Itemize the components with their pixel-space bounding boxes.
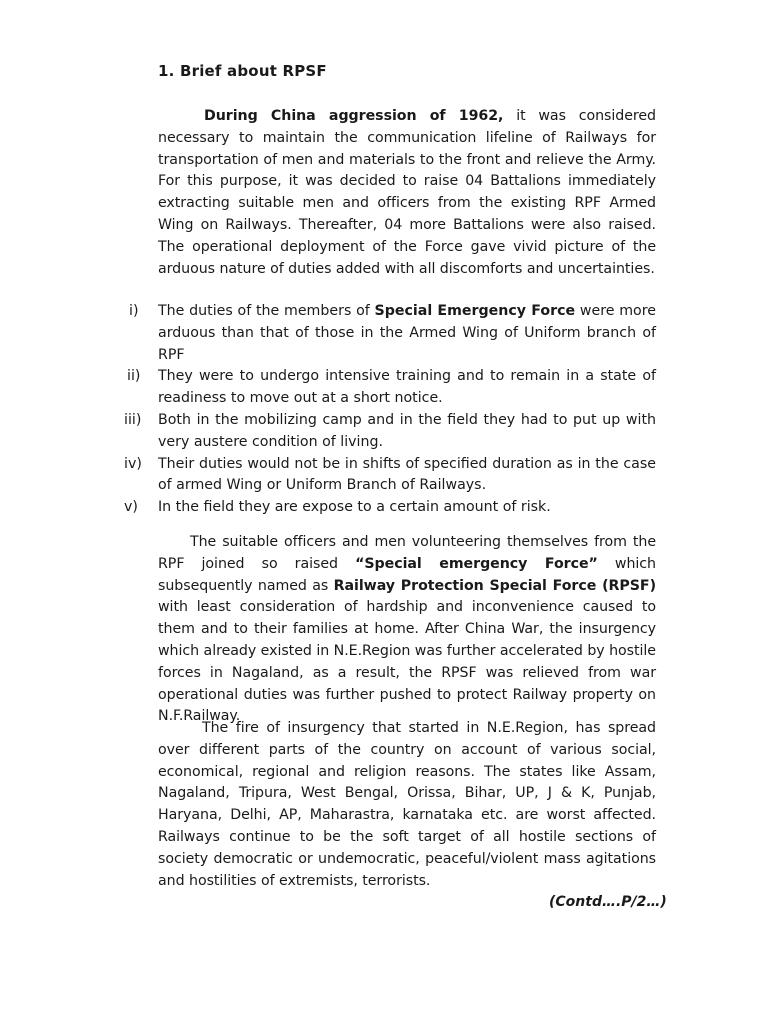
list-item: [110, 497, 656, 519]
intro-text: it was considered necessary to maintain the communication lifeline of Railways for transportation of men and materials to the front and relieve the Army. For this purpose, it was decided to raise 04 Battalions immediately extracting suitable men and officers from the existing RPF Armed Wing on Railways. Thereafter, 04 more Battalions were also raised. The operational deployment of the Force gave vivid picture of the arduous nature of duties added with all discomforts and uncertainties.: [158, 108, 656, 277]
paragraph-rpsf-formation: [158, 532, 656, 728]
list-item: [110, 366, 656, 410]
list-item-text: They were to undergo intensive training and to remain in a state of readiness to move out at a short notice.: [158, 368, 656, 407]
continued-note: (Contd….P/2…): [549, 894, 667, 910]
list-item-number: ii): [127, 368, 141, 385]
paragraph-intro: [158, 106, 656, 280]
list-item-number: i): [129, 303, 139, 319]
list-item-number: v): [124, 499, 138, 516]
list-item-text: Both in the mobilizing camp and in the field they had to put up with very austere condition of living.: [158, 411, 656, 450]
list-item-text: [158, 301, 656, 366]
list-item: [110, 301, 656, 366]
paragraph-insurgency: [158, 718, 656, 892]
section-heading: 1. Brief about RPSF: [158, 62, 327, 80]
intro-bold-lead: During China aggression of 1962,: [204, 108, 504, 124]
duties-list: [110, 301, 656, 519]
list-item-text: Their duties would not be in shifts of specified duration as in the case of armed Wing or Uniform Branch of Railways.: [158, 455, 656, 494]
insurgency-text: The fire of insurgency that started in N.E.Region, has spread over different parts of the country on account of various social, economical, regional and religion reasons. The states like Assam, Nagaland, Tripura, West Bengal, Orissa, Bihar, UP, J & K, Punjab, Haryana, Delhi, AP, Maharastra, karnataka etc. are worst affected. Railways continue to be the soft target of all hostile sections of society democratic or undemocratic, peaceful/violent mass agitations and hostilities of extremists, terrorists.: [158, 720, 656, 889]
list-item-text-post: were more arduous than that of those in the Armed Wing of Uniform branch of RPF: [158, 303, 656, 363]
list-item: [110, 454, 656, 498]
list-item: [110, 410, 656, 454]
formation-text-3: with least consideration of hardship and inconvenience caused to them and to their families at home. After China War, the insurgency which already existed in N.E.Region was further accelerated by hostile forces in Nagaland, as a result, the RPSF was relieved from war operational duties was further pushed to protect Railway property on N.F.Railway.: [158, 599, 656, 725]
list-item-number: iii): [124, 411, 142, 428]
list-item-text: In the field they are expose to a certain amount of risk.: [158, 499, 551, 516]
formation-text-1: The suitable officers and men volunteering themselves from the RPF joined so raised: [158, 534, 656, 572]
list-item-number: iv): [124, 455, 142, 472]
formation-bold-1: “Special emergency Force”: [355, 555, 598, 572]
list-item-text-bold: Special Emergency Force: [374, 303, 576, 319]
list-item-text-pre: The duties of the members of: [158, 303, 375, 319]
formation-bold-2: Railway Protection Special Force (RPSF): [333, 577, 656, 594]
formation-text-2: which subsequently named as: [158, 555, 656, 594]
